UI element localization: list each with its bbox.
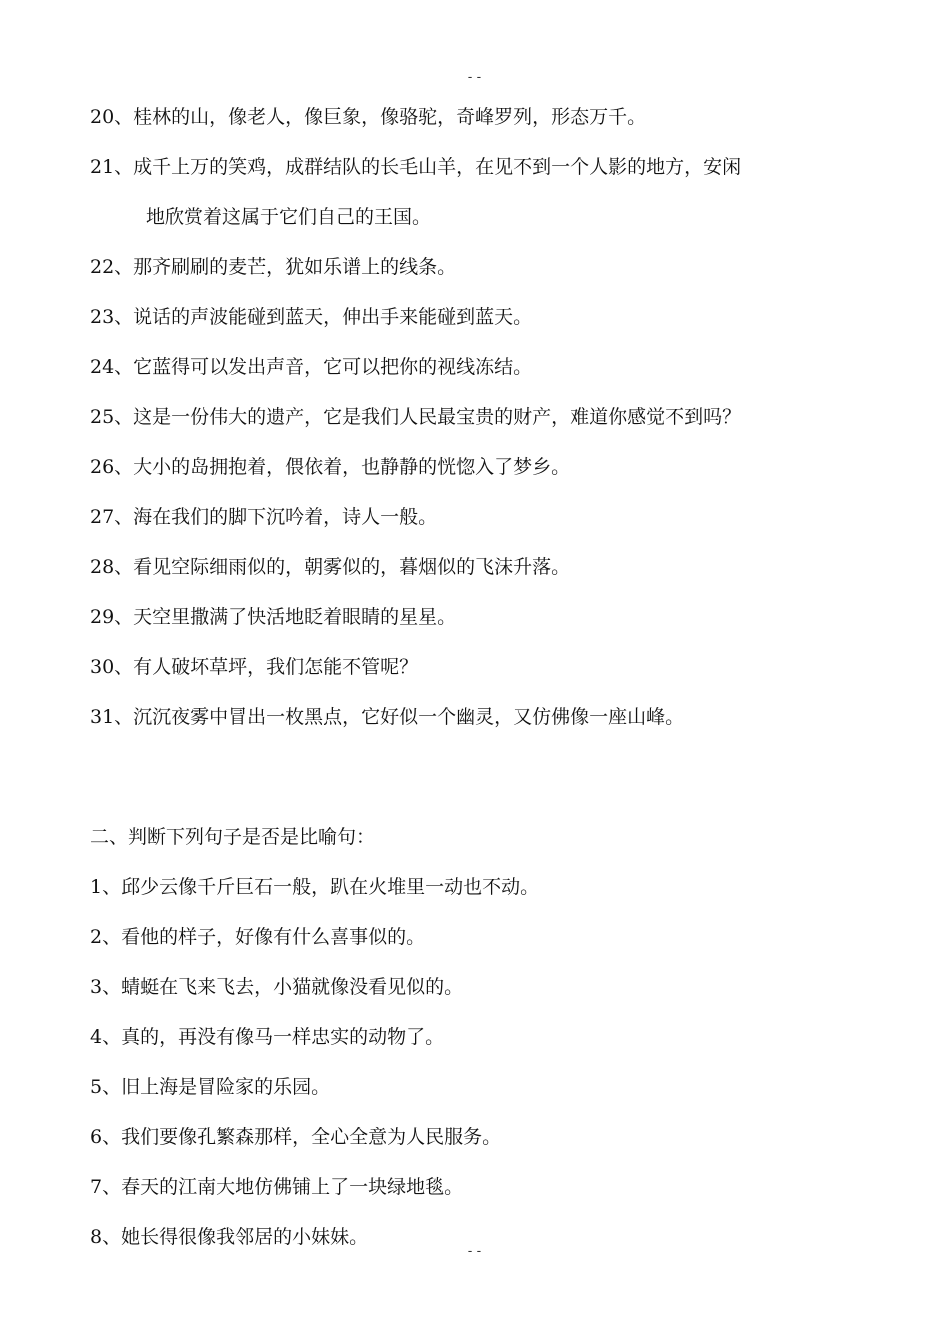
- question-2: 2、看他的样子，好像有什么喜事似的。: [90, 926, 426, 948]
- question-3: 3、蜻蜓在飞来飞去，小猫就像没看见似的。: [90, 976, 464, 998]
- sentence-22: 22、那齐刷刷的麦芒，犹如乐谱上的线条。: [90, 256, 457, 278]
- sentence-27: 27、海在我们的脚下沉吟着，诗人一般。: [90, 506, 438, 528]
- question-8: 8、她长得很像我邻居的小妹妹。: [90, 1226, 369, 1248]
- section-spacer: [90, 742, 870, 812]
- sentence-31: 31、沉沉夜雾中冒出一枚黑点，它好似一个幽灵，又仿佛像一座山峰。: [90, 706, 685, 728]
- sentence-25: 25、这是一份伟大的遗产，它是我们人民最宝贵的财产，难道你感觉不到吗？: [90, 406, 742, 428]
- sentence-23: 23、说话的声波能碰到蓝天，伸出手来能碰到蓝天。: [90, 306, 533, 328]
- section-two-heading: 二、判断下列句子是否是比喻句：: [90, 826, 376, 848]
- question-7: 7、春天的江南大地仿佛铺上了一块绿地毯。: [90, 1176, 464, 1198]
- sentence-20: 20、桂林的山，像老人，像巨象，像骆驼，奇峰罗列，形态万千。: [90, 106, 647, 128]
- sentence-29: 29、天空里撒满了快活地眨着眼睛的星星。: [90, 606, 457, 628]
- question-5: 5、旧上海是冒险家的乐园。: [90, 1076, 331, 1098]
- page-bottom-marker: --: [466, 1244, 484, 1259]
- sentence-26: 26、大小的岛拥抱着，偎依着，也静静的恍惚入了梦乡。: [90, 456, 571, 478]
- sentence-30: 30、有人破坏草坪，我们怎能不管呢？: [90, 656, 419, 678]
- document-body: [90, 92, 870, 1262]
- question-1: 1、邱少云像千斤巨石一般，趴在火堆里一动也不动。: [90, 876, 540, 898]
- sentence-21: 21、成千上万的笑鸡，成群结队的长毛山羊，在见不到一个人影的地方，安闲: [90, 156, 742, 178]
- sentence-21-continued: 地欣赏着这属于它们自己的王国。: [146, 206, 432, 228]
- question-4: 4、真的，再没有像马一样忠实的动物了。: [90, 1026, 445, 1048]
- sentence-28: 28、看见空际细雨似的，朝雾似的，暮烟似的飞沫升落。: [90, 556, 571, 578]
- question-6: 6、我们要像孔繁森那样，全心全意为人民服务。: [90, 1126, 502, 1148]
- page-top-marker: --: [466, 70, 484, 85]
- sentence-24: 24、它蓝得可以发出声音，它可以把你的视线冻结。: [90, 356, 533, 378]
